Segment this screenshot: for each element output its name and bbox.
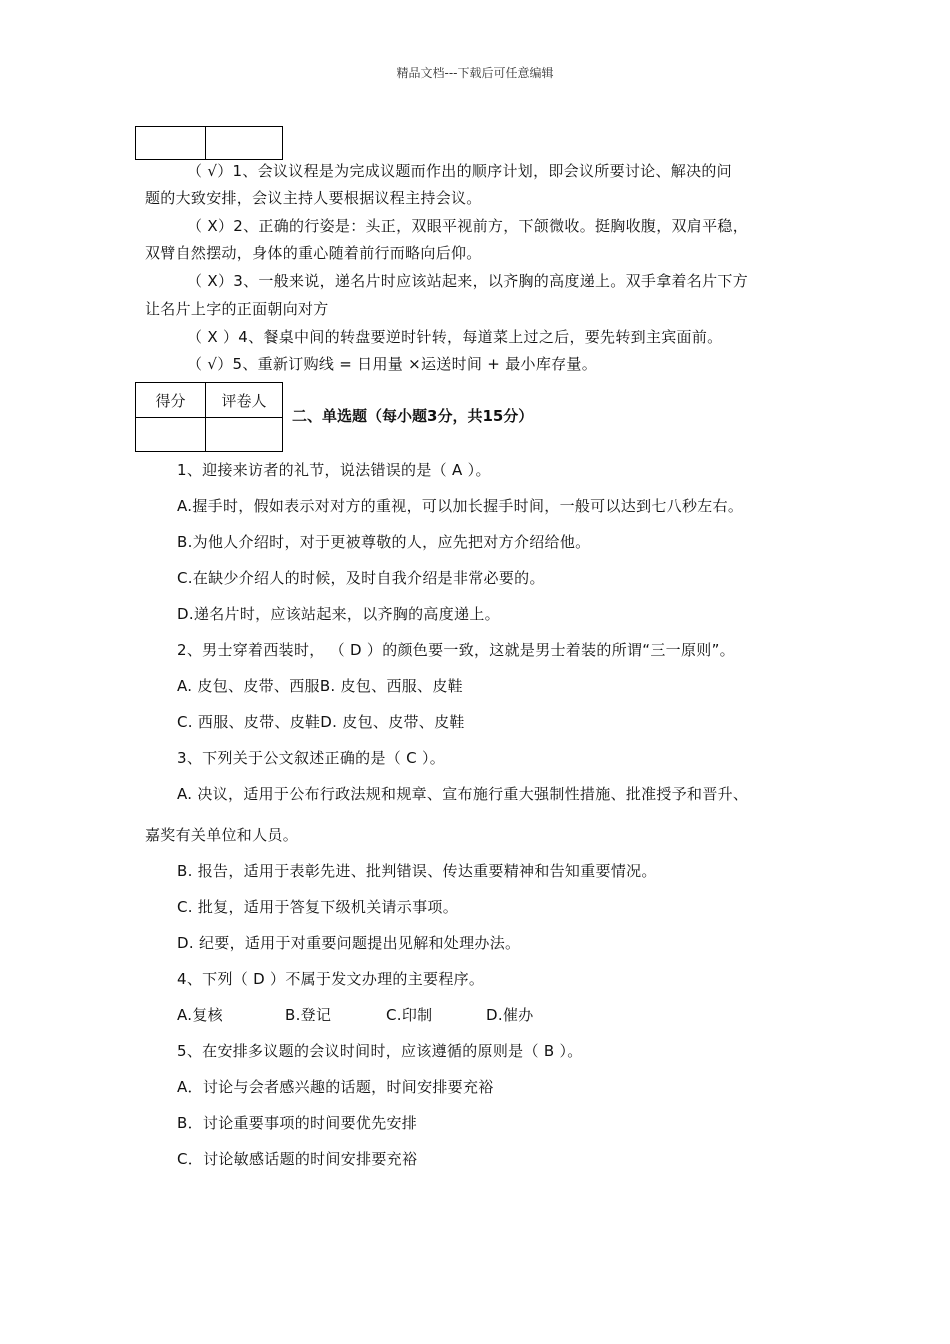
- q1-option-d: D.递名片时，应该站起来，以齐胸的高度递上。: [177, 605, 500, 623]
- tf-item-1-line-1: （ √）1、会议议程是为完成议题而作出的顺序计划，即会议所要讨论、解决的问: [187, 162, 732, 180]
- q4-options: [177, 1004, 534, 1025]
- q3-option-c: C. 批复，适用于答复下级机关请示事项。: [177, 898, 459, 916]
- q3-option-a-line-1: A. 决议，适用于公布行政法规和规章、宣布施行重大强制性措施、批准授予和晋升、: [177, 785, 749, 803]
- score-cell: [136, 127, 206, 160]
- q1-option-a: A.握手时，假如表示对对方的重视，可以加长握手时间，一般可以达到七八秒左右。: [177, 497, 744, 515]
- q2-stem: 2、男士穿着西装时， （ D ）的颜色要一致，这就是男士着装的所谓“三一原则”。: [177, 641, 735, 659]
- score-value-cell: [136, 418, 206, 452]
- q3-option-a-line-2: 嘉奖有关单位和人员。: [145, 826, 299, 844]
- q5-option-a: A．讨论与会者感兴趣的话题，时间安排要充裕: [177, 1078, 494, 1096]
- tf-item-3-line-2: 让名片上字的正面朝向对方: [145, 300, 329, 318]
- top-score-table: [135, 126, 283, 160]
- q3-option-d: D. 纪要，适用于对重要问题提出见解和处理办法。: [177, 934, 521, 952]
- q2-options-ab: A. 皮包、皮带、西服B. 皮包、西服、皮鞋: [177, 677, 463, 695]
- q5-option-c: C．讨论敏感话题的时间安排要充裕: [177, 1150, 418, 1168]
- score-label: 得分: [136, 383, 206, 418]
- tf-item-4: （ X ）4、餐桌中间的转盘要逆时针转，每道菜上过之后，要先转到主宾面前。: [187, 328, 723, 346]
- q4-option-c: C.印制: [386, 1006, 433, 1024]
- page-header: 精品文档---下载后可任意编辑: [396, 66, 554, 80]
- section-title: 二、单选题（每小题3分，共15分）: [292, 407, 534, 425]
- q4-option-d: D.催办: [486, 1006, 534, 1024]
- q2-options-cd: C. 西服、皮带、皮鞋D. 皮包、皮带、皮鞋: [177, 713, 465, 731]
- grader-cell: [206, 127, 283, 160]
- grader-value-cell: [206, 418, 283, 452]
- q5-stem: 5、在安排多议题的会议时间时，应该遵循的原则是（ B ）。: [177, 1042, 583, 1060]
- q4-stem: 4、下列（ D ）不属于发文办理的主要程序。: [177, 970, 485, 988]
- tf-item-2-line-1: （ X）2、正确的行姿是：头正，双眼平视前方，下颌微收。挺胸收腹，双肩平稳，: [187, 217, 748, 235]
- tf-item-1-line-2: 题的大致安排，会议主持人要根据议程主持会议。: [145, 189, 482, 207]
- section-score-table: [135, 382, 283, 452]
- tf-item-2-line-2: 双臂自然摆动，身体的重心随着前行而略向后仰。: [145, 244, 482, 262]
- q3-stem: 3、下列关于公文叙述正确的是（ C ）。: [177, 749, 446, 767]
- q1-stem: 1、迎接来访者的礼节，说法错误的是（ A ）。: [177, 461, 491, 479]
- grader-label: 评卷人: [206, 383, 283, 418]
- q4-option-b: B.登记: [285, 1006, 332, 1024]
- q1-option-c: C.在缺少介绍人的时候，及时自我介绍是非常必要的。: [177, 569, 545, 587]
- q4-option-a: A.复核: [177, 1006, 223, 1024]
- tf-item-3-line-1: （ X）3、一般来说，递名片时应该站起来，以齐胸的高度递上。双手拿着名片下方: [187, 272, 748, 290]
- q1-option-b: B.为他人介绍时，对于更被尊敬的人，应先把对方介绍给他。: [177, 533, 591, 551]
- q3-option-b: B. 报告，适用于表彰先进、批判错误、传达重要精神和告知重要情况。: [177, 862, 657, 880]
- tf-item-5: （ √）5、重新订购线 = 日用量 ×运送时间 + 最小库存量。: [187, 355, 598, 373]
- q5-option-b: B．讨论重要事项的时间要优先安排: [177, 1114, 418, 1132]
